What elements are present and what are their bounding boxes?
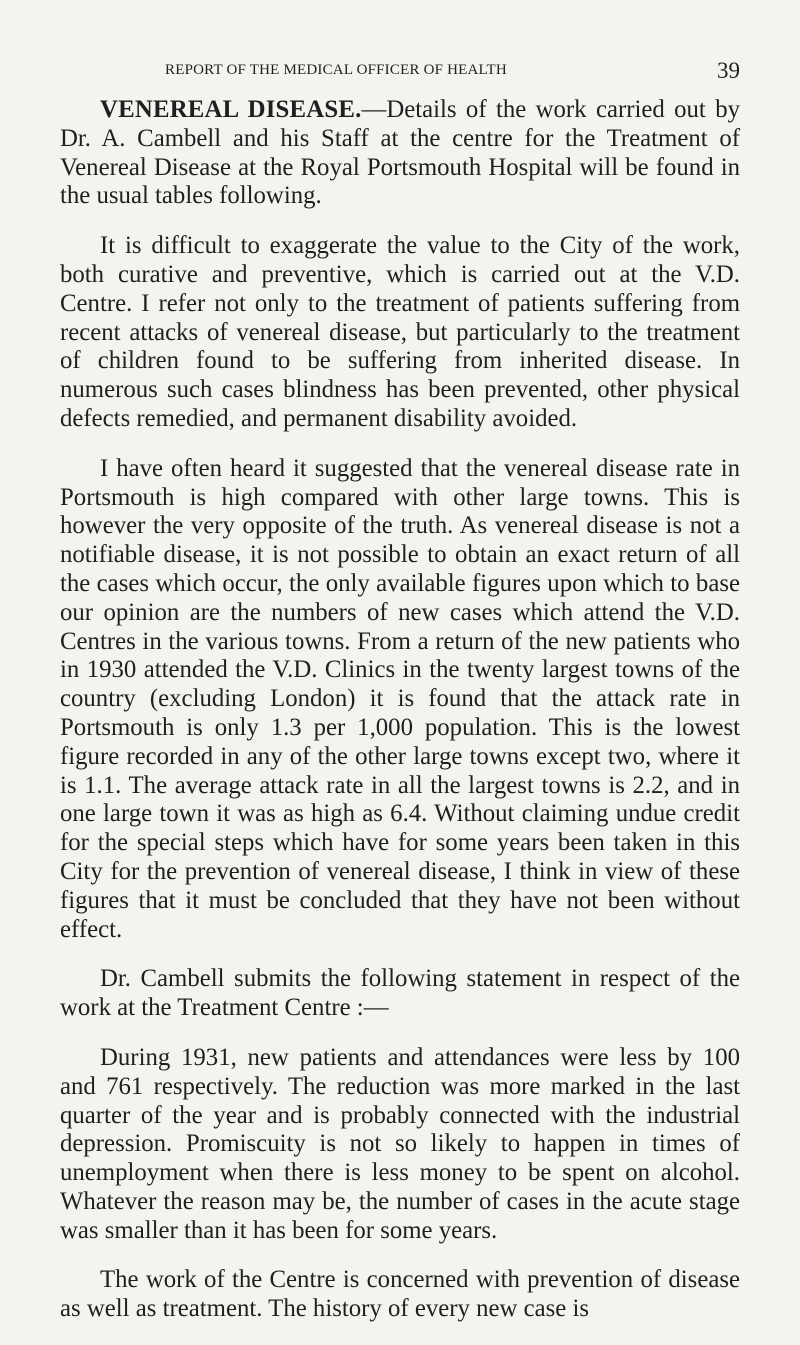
paragraph-text: The work of the Centre is concerned with prevention of disease as well as treatment. The history of every new case is <box>60 1266 740 1323</box>
body-text <box>60 96 740 1345</box>
paragraph-text: —Details of the work carried out by Dr. A. Cambell and his Staff at the centre for the Treatment of Venereal Disease at the Royal Portsmouth Hospital will be found in the usual tables following. <box>60 96 740 210</box>
paragraph-value-of-work <box>60 232 740 434</box>
paragraph-text: It is difficult to exaggerate the value to the City of the work, both curative and preventive, which is carried out at the V.D. Centre. I refer not only to the treatment of patients suffering from recent attacks of venereal disease, but particularly to the treatment of children found to be suffering from inherited disease. In numerous such cases blindness has been prevented, other physical defects remedied, and permanent disability avoided. <box>60 232 740 432</box>
paragraph-attack-rate <box>60 455 740 945</box>
section-heading: VENEREAL DISEASE. <box>100 96 362 123</box>
paragraph-statement-intro <box>60 965 740 1023</box>
page-header <box>60 58 740 86</box>
paragraph-text: I have often heard it suggested that the venereal disease rate in Portsmouth is high compared with other large towns. This is however the very opposite of the truth. As venereal disease is not a notifiable disease, it is not possible to obtain an exact return of all the cases which occur, the only available figures upon which to base our opinion are the numbers of new cases which attend the V.D. Centres in the various towns. From a return of the new patients who in 1930 attended the V.D. Clinics in the twenty largest towns of the country (excluding London) it is found that the attack rate in Portsmouth is only 1.3 per 1,000 population. This is the lowest figure recorded in any of the other large towns except two, where it is 1.1. The average attack rate in all the largest towns is 2.2, and in one large town it was as high as 6.4. Without claiming undue credit for the special steps which have for some years been taken in this City for the prevention of venereal disease, I think in view of these figures that it must be concluded that they have not been without effect. <box>60 454 740 943</box>
paragraph-text: Dr. Cambell submits the following statement in respect of the work at the Treatment Centre :— <box>60 965 740 1022</box>
running-head: REPORT OF THE MEDICAL OFFICER OF HEALTH <box>165 62 507 78</box>
page-number: 39 <box>717 58 740 83</box>
paragraph-prevention <box>60 1266 740 1324</box>
paragraph-venereal-disease-intro <box>60 96 740 211</box>
paragraph-text: During 1931, new patients and attendances were less by 100 and 761 respectively. The reduction was more marked in the last quarter of the year and is probably connected with the industrial depression. Promiscuity is not so likely to happen in times of unemployment when there is less money to be spent on alcohol. Whatever the reason may be, the number of cases in the acute stage was smaller than it has been for some years. <box>60 1043 740 1244</box>
paragraph-1931-summary <box>60 1044 740 1246</box>
